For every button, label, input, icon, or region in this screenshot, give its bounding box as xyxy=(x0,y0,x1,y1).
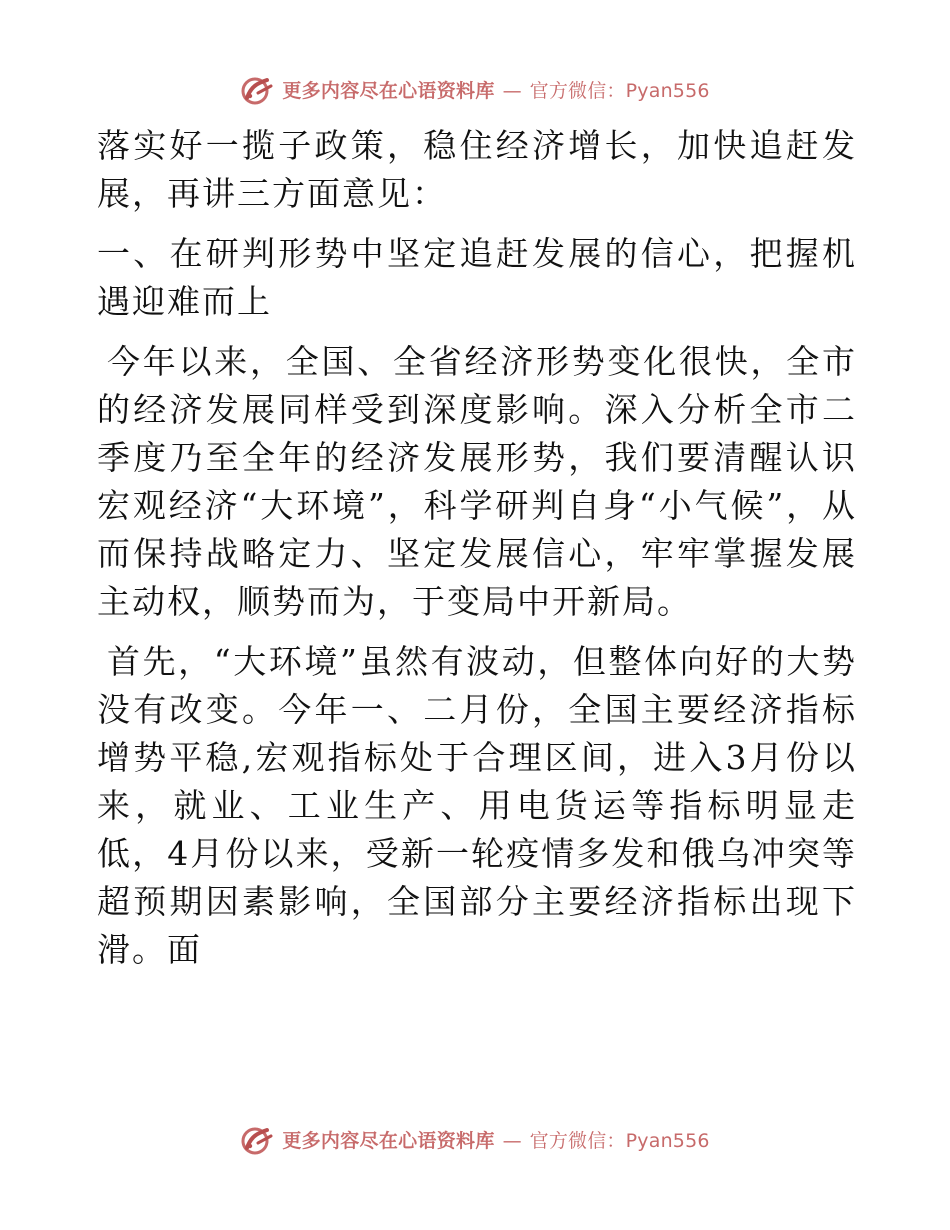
intro-paragraph: 落实好一揽子政策，稳住经济增长，加快追赶发展，再讲三方面意见： xyxy=(97,126,857,213)
first-point-paragraph: 首先，“大环境”虽然有波动，但整体向好的大势没有改变。今年一、二月份，全国主要经济指标增势平稳,宏观指标处于合理区间，进入3月份以来，就业、工业生产、用电货运等指标明显走低，4月份以来，受新一轮疫情多发和俄乌冲突等超预期因素影响，全国部分主要经济指标出现下滑。面 xyxy=(97,642,857,969)
situation-paragraph: 今年以来，全国、全省经济形势变化很快，全市的经济发展同样受到深度影响。深入分析全市二季度乃至全年的经济发展形势，我们要清醒认识宏观经济“大环境”，科学研判自身“小气候”，从而保持战略定力、坚定发展信心，牢牢掌握发展主动权，顺势而为，于变局中开新局。 xyxy=(97,342,857,621)
document-body xyxy=(97,122,857,986)
header-watermark-brand: 更多内容尽在心语资料库 xyxy=(282,79,495,102)
footer-watermark xyxy=(0,1126,950,1156)
footer-watermark-brand: 更多内容尽在心语资料库 xyxy=(282,1129,495,1152)
red-circle-pen-logo-icon xyxy=(240,76,274,106)
header-watermark-separator: — xyxy=(502,79,522,102)
section-heading-one: 一、在研判形势中坚定追赶发展的信心，把握机遇迎难而上 xyxy=(97,234,857,321)
red-circle-pen-logo-icon xyxy=(240,1126,274,1156)
header-watermark-contact: 官方微信：Pyan556 xyxy=(529,79,710,102)
footer-watermark-contact: 官方微信：Pyan556 xyxy=(529,1129,710,1152)
header-watermark xyxy=(0,76,950,106)
footer-watermark-separator: — xyxy=(502,1129,522,1152)
